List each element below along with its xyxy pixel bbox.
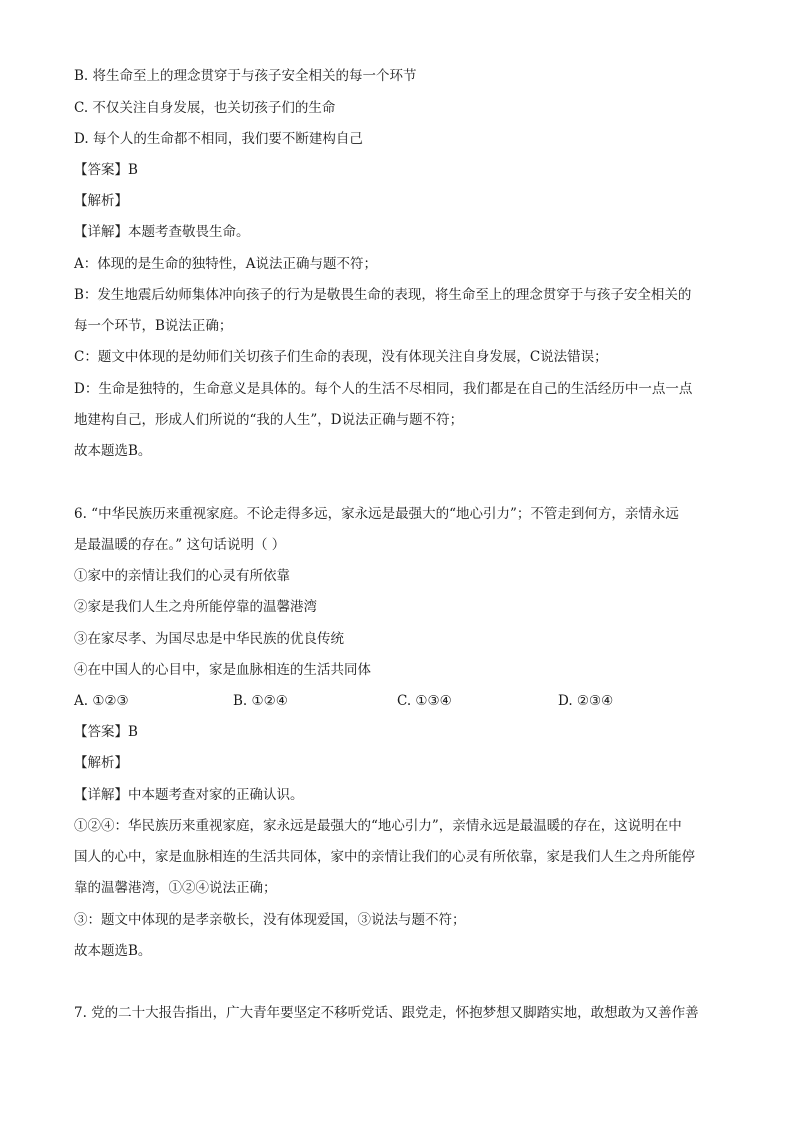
q6-item-3: ③在家尽孝、为国尽忠是中华民族的优良传统 <box>74 631 344 647</box>
q6-explain-p1-line3: 靠的温馨港湾，①②④说法正确； <box>74 880 277 896</box>
q5-option-d: D. 每个人的生命都不相同，我们要不断建构自己 <box>74 131 363 147</box>
q5-option-c: C. 不仅关注自身发展，也关切孩子们的生命 <box>74 100 336 116</box>
q6-answer: 【答案】B <box>74 724 138 740</box>
q6-conclusion: 故本题选B。 <box>74 943 152 959</box>
q6-item-4: ④在中国人的心目中，家是血脉相连的生活共同体 <box>74 662 371 678</box>
q6-options-row <box>74 691 724 711</box>
q6-detail: 【详解】中本题考查对家的正确认识。 <box>74 787 304 803</box>
q5-conclusion: 故本题选B。 <box>74 443 152 459</box>
q5-answer: 【答案】B <box>74 162 138 178</box>
q6-explain-p2: ③：题文中体现的是孝亲敬长，没有体现爱国，③说法与题不符； <box>74 912 466 928</box>
q5-analysis-heading: 【解析】 <box>74 193 128 209</box>
q5-explain-d-line1: D：生命是独特的，生命意义是具体的。每个人的生活不尽相同，我们都是在自己的生活经历中一点一点 <box>74 381 693 397</box>
q5-explain-b-line1: B：发生地震后幼师集体冲向孩子的行为是敬畏生命的表现，将生命至上的理念贯穿于与孩子安全相关的 <box>74 287 692 303</box>
q6-explain-p1-line1: ①②④：华民族历来重视家庭，家永远是最强大的“地心引力”，亲情永远是最温暖的存在，这说明在中 <box>74 818 682 834</box>
q7-stem-line1: 7. 党的二十大报告指出，广大青年要坚定不移听党话、跟党走，怀抱梦想又脚踏实地，敢想敢为又善作善 <box>74 1005 699 1021</box>
q6-analysis-heading: 【解析】 <box>74 755 128 771</box>
q6-stem-line1: 6. “中华民族历来重视家庭。不论走得多远，家永远是最强大的“地心引力”；不管走到何方，亲情永远 <box>74 506 679 522</box>
q5-option-b: B. 将生命至上的理念贯穿于与孩子安全相关的每一个环节 <box>74 68 417 84</box>
q6-option-b: B. ①②④ <box>233 693 288 709</box>
q6-stem-line2: 是最温暖的存在。” 这句话说明（ ） <box>74 537 286 553</box>
q6-item-1: ①家中的亲情让我们的心灵有所依靠 <box>74 568 290 584</box>
q6-explain-p1-line2: 国人的心中，家是血脉相连的生活共同体，家中的亲情让我们的心灵有所依靠，家是我们人生之舟所能停 <box>74 849 695 865</box>
q5-explain-d-line2: 地建构自己，形成人们所说的“我的人生”，D说法正确与题不符； <box>74 412 464 428</box>
q6-option-a: A. ①②③ <box>74 693 129 709</box>
q5-explain-b-line2: 每一个环节，B说法正确； <box>74 318 233 334</box>
q6-option-d: D. ②③④ <box>558 693 614 709</box>
q5-explain-c: C：题文中体现的是幼师们关切孩子们生命的表现，没有体现关注自身发展，C说法错误； <box>74 349 608 365</box>
q6-option-c: C. ①③④ <box>397 693 452 709</box>
q5-explain-a: A：体现的是生命的独特性，A说法正确与题不符； <box>74 256 377 272</box>
q5-detail: 【详解】本题考查敬畏生命。 <box>74 224 250 240</box>
q6-item-2: ②家是我们人生之舟所能停靠的温馨港湾 <box>74 599 317 615</box>
